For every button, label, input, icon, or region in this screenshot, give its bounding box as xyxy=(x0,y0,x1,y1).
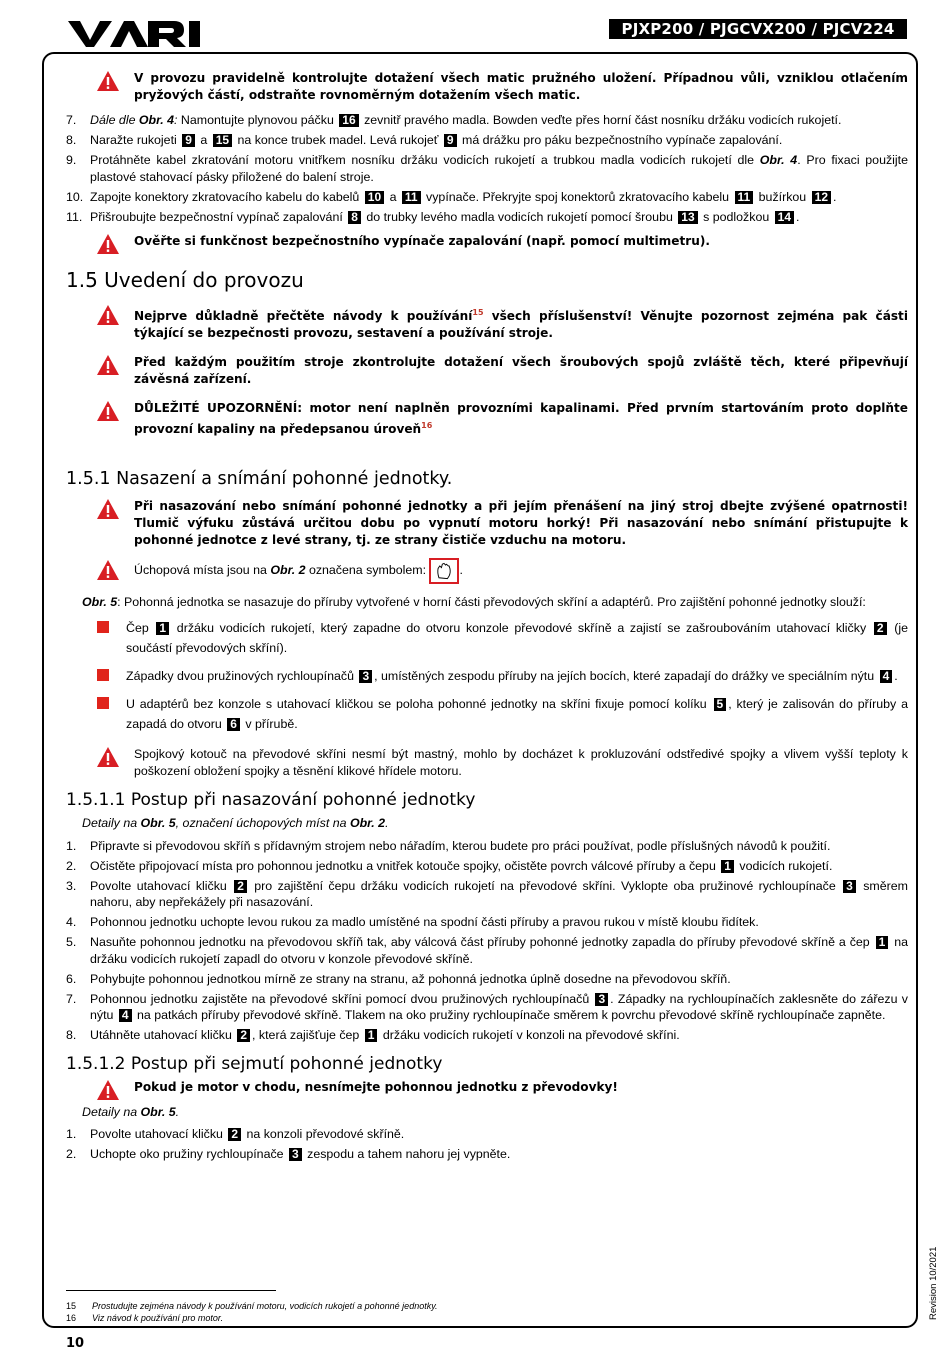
list-item xyxy=(66,618,908,658)
step-text: na konzoli převodové skříně. xyxy=(243,1127,405,1142)
warning-block xyxy=(66,557,908,584)
warning-icon xyxy=(96,233,120,255)
step-text: Povolte utahovací kličku xyxy=(90,1127,227,1142)
step-number: 9. xyxy=(66,153,77,167)
part-number-badge: 1 xyxy=(365,1029,378,1042)
step-text: , který je zalisován do příruby a zapadá do otvoru xyxy=(126,697,908,732)
step-text: Protáhněte kabel zkratování motoru vnitřkem nosníku držáku vodicích rukojetí a trubkou madla vodicích rukojetí dle xyxy=(90,153,760,167)
list-item xyxy=(66,666,908,686)
section-heading: 1.5.1.1 Postup při nasazování pohonné jednotky xyxy=(66,790,476,811)
footnotes xyxy=(66,1300,438,1324)
warning-block xyxy=(66,233,908,250)
list-item xyxy=(66,934,908,967)
step-body xyxy=(90,934,908,967)
step-text: na konce trubek madel. Levá rukojeť xyxy=(234,133,442,147)
step-text: . xyxy=(833,189,837,204)
step-text: Čep xyxy=(126,621,155,636)
figure-ref: Obr. 5 xyxy=(140,816,176,831)
step-number: 8. xyxy=(66,133,77,147)
step-body xyxy=(90,838,908,855)
part-number-badge: 9 xyxy=(182,134,195,147)
steps-list-b xyxy=(66,838,908,1044)
bullet-square-icon xyxy=(97,697,109,709)
steps-list-c xyxy=(66,1126,908,1163)
list-item xyxy=(66,152,908,185)
warning-icon xyxy=(96,304,120,326)
step-body xyxy=(90,132,908,149)
list-item xyxy=(66,838,908,855)
list-item xyxy=(66,971,908,988)
step-text: pro zajištění čepu držáku vodicích rukojetí na převodové skříni. Vyklopte oba pružinové rychloupínače xyxy=(248,878,842,893)
step-body xyxy=(90,189,908,206)
figure-ref: Obr. 4 xyxy=(759,153,798,167)
list-item xyxy=(66,858,908,875)
warning-text: Spojkový kotouč na převodové skříni nesmí být mastný, mohlo by docházet k prokluzování odstředivé spojky a vlivem vyšší teploty k poškození obložení spojky a těsnění klikové hřídele motoru. xyxy=(134,747,908,779)
warning-icon xyxy=(96,400,120,422)
part-number-badge: 5 xyxy=(714,698,727,711)
figure-ref: Obr. 4 xyxy=(138,113,175,127)
warning-icon xyxy=(96,1079,120,1101)
step-text: . xyxy=(894,669,898,684)
list-item xyxy=(66,132,908,149)
warning-text: Nejprve důkladně přečtěte návody k používání xyxy=(134,309,473,324)
list-item xyxy=(66,189,908,206)
model-header: PJXP200 / PJGCVX200 / PJCV224 xyxy=(609,19,907,39)
step-text: . xyxy=(796,209,800,224)
bullet-list xyxy=(66,618,908,734)
step-text: . Západky na rychloupínačích zaklesněte do zářezu v nýtu xyxy=(90,991,908,1023)
list-item xyxy=(66,1146,908,1163)
step-body xyxy=(90,858,908,875)
step-text: v přírubě. xyxy=(241,717,298,732)
step-text: na držáku vodicích rukojetí zapadl do otvoru v konzole převodové skříně. xyxy=(90,935,908,966)
note-text: , označení úchopových míst na xyxy=(175,816,350,831)
warning-block xyxy=(66,1079,908,1096)
part-number-badge: 3 xyxy=(289,1148,302,1161)
part-number-badge: 14 xyxy=(775,211,794,224)
step-text: s podložkou xyxy=(699,209,773,224)
part-number-badge: 4 xyxy=(119,1009,132,1022)
step-number: 1. xyxy=(66,1127,77,1142)
step-text: Naražte rukojeti xyxy=(90,133,181,147)
page-content xyxy=(66,70,908,1166)
list-item xyxy=(66,694,908,734)
part-number-badge: 3 xyxy=(843,880,856,893)
section-heading: 1.5 Uvedení do provozu xyxy=(66,268,304,292)
warning-block xyxy=(66,400,908,438)
step-text: Zapojte konektory zkratovacího kabelu do kabelů xyxy=(90,189,363,204)
warning-block xyxy=(66,498,908,549)
list-item xyxy=(66,209,908,226)
step-body xyxy=(90,1027,908,1044)
part-number-badge: 1 xyxy=(156,622,169,635)
note-text: Detaily na xyxy=(82,816,141,831)
note-text: Detaily na xyxy=(82,1104,141,1119)
warning-text: Ověřte si funkčnost bezpečnostního vypínače zapalování (např. pomocí multimetru). xyxy=(134,234,710,248)
warning-text: . xyxy=(459,563,463,578)
part-number-badge: 1 xyxy=(721,860,734,873)
figure-ref: Obr. 2 xyxy=(349,816,386,831)
part-number-badge: 2 xyxy=(874,622,887,635)
step-number: 7. xyxy=(66,991,77,1006)
footnote-number: 16 xyxy=(66,1313,77,1323)
list-item xyxy=(66,112,908,129)
step-number: 10. xyxy=(66,189,84,204)
part-number-badge: 11 xyxy=(735,191,754,204)
footnote-ref[interactable]: 15 xyxy=(472,308,484,317)
step-text: Nasuňte pohonnou jednotku na převodovou skříň tak, aby válcová část příruby pohonné jednotky zapadla do příruby převodové skříně a čep xyxy=(90,935,874,950)
page-number: 10 xyxy=(66,1336,85,1351)
part-number-badge: 2 xyxy=(237,1029,250,1042)
step-text: zevnitř pravého madla. Bowden veďte přes horní část nosníku držáku vodicích rukojetí. xyxy=(360,113,842,127)
step-body xyxy=(90,1126,908,1143)
list-item xyxy=(66,1027,908,1044)
part-number-badge: 3 xyxy=(359,670,372,683)
warning-text: DŮLEŽITÉ UPOZORNĚNÍ: motor není naplněn provozními kapalinami. Před prvním startováním proto doplňte provozní kapaliny na předepsanou úroveň xyxy=(134,401,908,437)
step-number: 3. xyxy=(66,878,77,893)
warning-text: Pokud je motor v chodu, nesnímejte pohonnou jednotku z převodovky! xyxy=(134,1079,618,1094)
vari-logo xyxy=(68,18,206,48)
warning-text: Před každým použitím stroje zkontrolujte dotažení všech šroubových spojů zvláště těch, které připevňují závěsná zařízení. xyxy=(134,355,908,387)
warning-icon xyxy=(96,498,120,520)
part-number-badge: 1 xyxy=(876,936,889,949)
step-text: Pohonnou jednotku zajistěte na převodové skříni pomocí dvou pružinových rychloupínačů xyxy=(90,991,594,1006)
step-text: Očistěte připojovací místa pro pohonnou jednotku a vnitřek kotouče spojky, očistěte povrch válcové příruby a čepu xyxy=(90,858,720,873)
note-text: . xyxy=(175,1104,180,1119)
part-number-badge: 6 xyxy=(227,718,240,731)
step-body xyxy=(90,914,908,931)
step-text: Uchopte oko pružiny rychloupínače xyxy=(90,1147,287,1162)
step-body xyxy=(90,209,908,226)
step-text: a xyxy=(386,189,400,204)
step-text: držáku vodicích rukojetí, který zapadne do otvoru konzole převodové skříně a zajistí se zašroubováním utahovací kličky xyxy=(171,621,872,636)
footnote-text: Viz návod k používání pro motor. xyxy=(92,1313,224,1323)
part-number-badge: 8 xyxy=(348,211,361,224)
section-heading: 1.5.1.2 Postup při sejmutí pohonné jednotky xyxy=(66,1053,443,1074)
note-text: . xyxy=(385,816,389,831)
figure-ref: Obr. 5 xyxy=(140,1104,176,1119)
step-body xyxy=(90,112,908,129)
list-item xyxy=(66,1126,908,1143)
step-body xyxy=(90,878,908,911)
step-text: , která zajišťuje čep xyxy=(252,1028,363,1043)
step-number: 2. xyxy=(66,858,77,873)
step-text: Pohybujte pohonnou jednotkou mírně ze strany na stranu, až pohonná jednotka úplně dosedne na převodovou skříň. xyxy=(90,971,731,986)
subsection-note xyxy=(82,815,908,832)
paragraph-text: : Pohonná jednotka se nasazuje do příruby vytvořené v horní části převodových skříní a adaptérů. Pro zajištění pohonné jednotky slouží: xyxy=(117,594,866,609)
warning-text: označena symbolem: xyxy=(305,563,430,578)
footnote xyxy=(66,1300,438,1312)
subsection-note xyxy=(82,1104,908,1121)
list-item xyxy=(66,991,908,1024)
step-number: 6. xyxy=(66,971,77,986)
warning-text: všech příslušenství! Věnujte pozornost zejména pak části týkající se bezpečnosti provozu, sestavení a používání stroje. xyxy=(134,309,908,341)
step-text: . Pro fixaci použijte plastové stahovací pásky přiložené do balení stroje. xyxy=(90,153,908,184)
footnote-text: Prostudujte zejména návody k používání motoru, vodicích rukojetí a pohonné jednotky. xyxy=(92,1301,438,1311)
italic-text: Dále dle xyxy=(90,113,139,127)
part-number-badge: 11 xyxy=(402,191,421,204)
bullet-square-icon xyxy=(97,669,109,681)
footnote-ref[interactable]: 16 xyxy=(421,421,433,431)
step-number: 1. xyxy=(66,838,77,853)
step-number: 2. xyxy=(66,1147,77,1162)
steps-list-a xyxy=(66,112,908,225)
section-heading: 1.5.1 Nasazení a snímání pohonné jednotky. xyxy=(66,469,453,490)
step-body xyxy=(90,971,908,988)
part-number-badge: 16 xyxy=(339,114,358,127)
warning-icon xyxy=(96,354,120,376)
part-number-badge: 2 xyxy=(228,1128,241,1141)
warning-block xyxy=(66,70,908,104)
step-text: a xyxy=(196,133,211,147)
step-body xyxy=(90,152,908,185)
bullet-square-icon xyxy=(97,621,109,633)
warning-text: Úchopová místa jsou na xyxy=(134,563,271,578)
step-text: , umístěných zespodu příruby na jejích bocích, které zapadají do drážky ve speciálním nýtu xyxy=(374,669,878,684)
step-text: Západky dvou pružinových rychloupínačů xyxy=(126,669,358,684)
step-body xyxy=(90,1146,908,1163)
part-number-badge: 2 xyxy=(234,880,247,893)
step-text: Pohonnou jednotku uchopte levou rukou za madlo umístěné na spodní části příruby a pravou rukou v místě kloubu řidítek. xyxy=(90,915,759,930)
warning-text: Při nasazování nebo snímání pohonné jednotky a při jejím přenášení na jiný stroj dbejte zvýšené opatrnosti! Tlumič výfuku zůstává určitou dobu po vypnutí motoru horký! Při nasazování nebo snímání přistupujte k pohonné jednotce z levé strany, tj. ze strany čističe vzduchu na motoru. xyxy=(134,499,908,548)
step-text: Utáhněte utahovací kličku xyxy=(90,1028,236,1043)
step-text: na patkách příruby převodové skříně. Tlakem na oko pružiny rychloupínače směrem k povrchu převodové skříně rychloupínače zapněte. xyxy=(133,1008,886,1023)
warning-icon xyxy=(96,70,120,92)
footnote-divider xyxy=(66,1290,276,1291)
warning-icon xyxy=(96,559,120,581)
grip-hand-icon xyxy=(429,558,459,584)
warning-icon xyxy=(96,746,120,768)
footnote xyxy=(66,1312,438,1324)
step-number: 8. xyxy=(66,1028,77,1043)
part-number-badge: 15 xyxy=(213,134,232,147)
figure-ref: Obr. 5 xyxy=(82,594,118,609)
warning-block xyxy=(66,304,908,342)
paragraph-obr5 xyxy=(66,594,908,611)
step-text: bužírkou xyxy=(755,189,810,204)
warning-block xyxy=(66,746,908,780)
step-text: vodicích rukojetí. xyxy=(735,858,833,873)
part-number-badge: 4 xyxy=(880,670,893,683)
list-item xyxy=(66,878,908,911)
list-item xyxy=(66,914,908,931)
step-body xyxy=(90,991,908,1024)
warning-text: V provozu pravidelně kontrolujte dotažení všech matic pružného uložení. Případnou vůli, vzniklou otlačením pryžových částí, odstraňte rovnoměrným dotažením všech matic. xyxy=(134,71,908,102)
step-text: U adaptérů bez konzole s utahovací kličkou se poloha pohonné jednotky na skříni fixuje pomocí kolíku xyxy=(126,697,712,712)
step-text: do trubky levého madla vodicích rukojetí pomocí šroubu xyxy=(362,209,677,224)
warning-block xyxy=(66,354,908,388)
part-number-badge: 13 xyxy=(678,211,697,224)
step-number: 11. xyxy=(66,209,83,224)
step-number: 7. xyxy=(66,113,77,127)
step-text: držáku vodicích rukojetí v konzoli na převodové skříni. xyxy=(379,1028,680,1043)
revision-label: Revision 10/2021 xyxy=(928,1246,939,1320)
step-text: směrem nahoru, aby nepřekážely při nasazování. xyxy=(90,878,908,910)
step-text: (je součástí převodových skříní). xyxy=(126,621,908,656)
figure-ref: Obr. 2 xyxy=(270,563,306,578)
italic-text: : xyxy=(174,113,178,127)
step-number: 4. xyxy=(66,915,77,930)
step-text: vypínače. Překryjte spoj konektorů zkratovacího kabelu xyxy=(422,189,733,204)
part-number-badge: 9 xyxy=(444,134,457,147)
step-number: 5. xyxy=(66,935,77,950)
step-text: Povolte utahovací kličku xyxy=(90,878,233,893)
part-number-badge: 10 xyxy=(365,191,384,204)
step-text: Přišroubujte bezpečnostní vypínač zapalování xyxy=(90,209,347,224)
step-text: Namontujte plynovou páčku xyxy=(177,113,338,127)
step-text: zespodu a tahem nahoru jej vypněte. xyxy=(303,1147,511,1162)
part-number-badge: 3 xyxy=(595,993,608,1006)
footnote-number: 15 xyxy=(66,1301,77,1311)
step-text: Připravte si převodovou skříň s přídavným strojem nebo nářadím, kterou budete pro práci používat, podle příslušných návodů k použití. xyxy=(90,838,831,853)
step-text: má drážku pro páku bezpečnostního vypínače zapalování. xyxy=(458,133,783,147)
part-number-badge: 12 xyxy=(812,191,831,204)
